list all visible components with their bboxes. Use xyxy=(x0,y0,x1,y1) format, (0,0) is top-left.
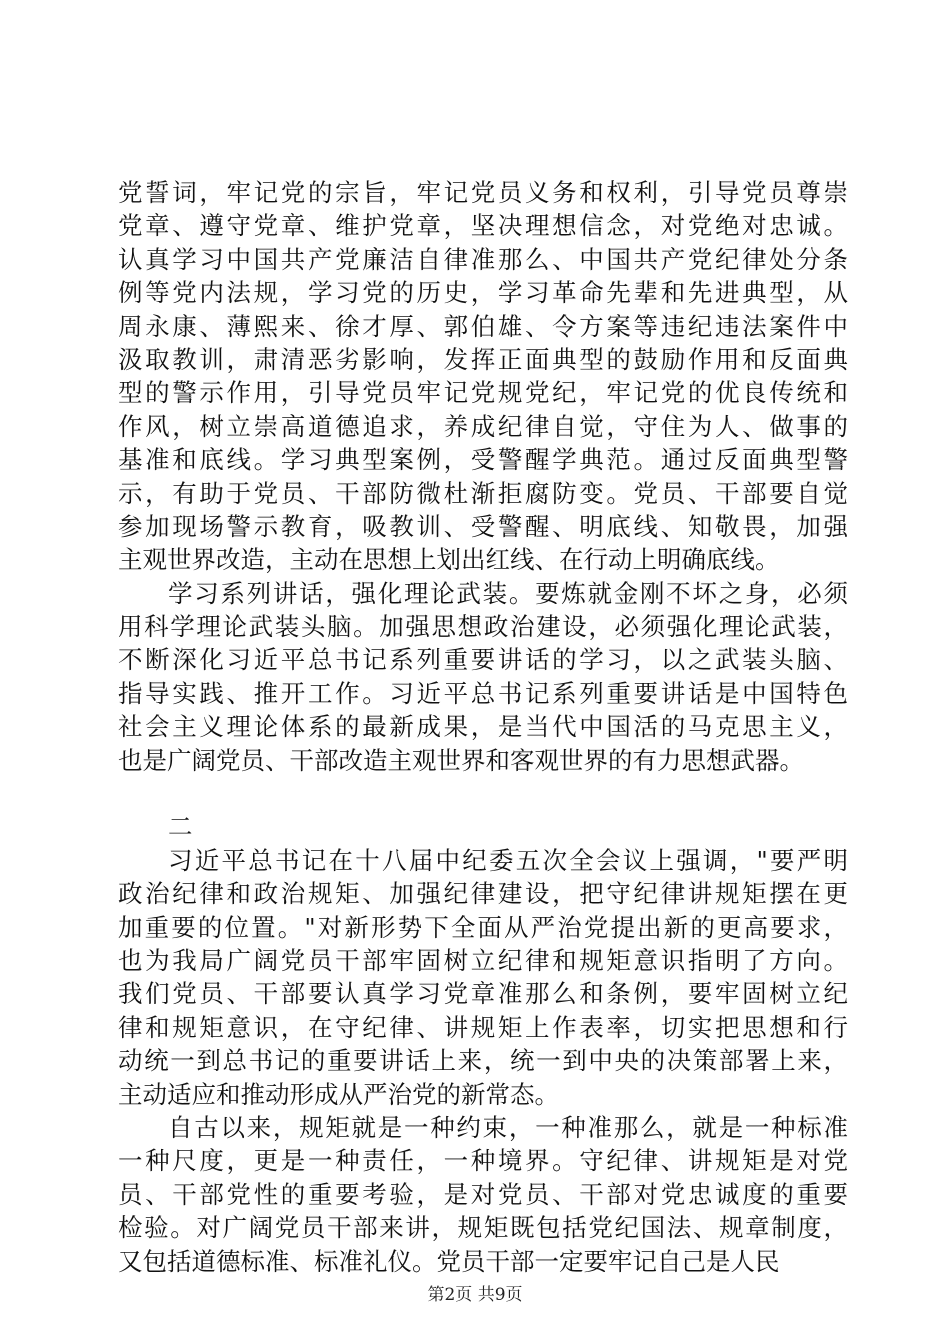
text-line: 也是广阔党员、干部改造主观世界和客观世界的有力思想武器。 xyxy=(118,745,804,775)
text-line: 习近平总书记在十八届中纪委五次全会议上强调，"要严明 xyxy=(168,845,848,875)
text-line: 员、干部党性的重要考验，是对党员、干部对党忠诚度的重要 xyxy=(118,1179,848,1209)
text-line: 参加现场警示教育，吸教训、受警醒、明底线、知敬畏，加强 xyxy=(118,511,848,541)
text-line: 加重要的位置。"对新形势下全面从严治党提出新的更高要求， xyxy=(118,912,848,942)
text-line: 汲取教训，肃清恶劣影响，发挥正面典型的鼓励作用和反面典 xyxy=(118,344,848,374)
text-line: 政治纪律和政治规矩、加强纪律建设，把守纪律讲规矩摆在更 xyxy=(118,879,848,909)
text-line: 又包括道德标准、标准礼仪。党员干部一定要牢记自己是人民 xyxy=(118,1246,780,1276)
text-line: 主观世界改造，主动在思想上划出红线、在行动上明确底线。 xyxy=(118,545,780,575)
paragraph xyxy=(118,1111,848,1278)
text-line: 作风，树立崇高道德追求，养成纪律自觉，守住为人、做事的 xyxy=(118,411,848,441)
text-line: 党章、遵守党章、维护党章，坚决理想信念，对党绝对忠诚。 xyxy=(118,211,848,241)
text-line: 示，有助于党员、干部防微杜渐拒腐防变。党员、干部要自觉 xyxy=(118,478,848,508)
text-line: 党誓词，牢记党的宗旨，牢记党员义务和权利，引导党员尊崇 xyxy=(118,178,848,207)
text-line: 一种尺度，更是一种责任，一种境界。守纪律、讲规矩是对党 xyxy=(118,1146,848,1176)
text-line: 认真学习中国共产党廉洁自律准那么、中国共产党纪律处分条 xyxy=(118,244,848,274)
text-line: 型的警示作用，引导党员牢记党规党纪，牢记党的优良传统和 xyxy=(118,378,848,408)
text-line: 也为我局广阔党员干部牢固树立纪律和规矩意识指明了方向。 xyxy=(118,945,848,975)
text-line: 自古以来，规矩就是一种约束，一种准那么，就是一种标准 xyxy=(168,1112,848,1142)
text-line: 动统一到总书记的重要讲话上来，统一到中央的决策部署上来， xyxy=(118,1046,848,1076)
document-body xyxy=(118,176,848,1278)
text-line: 用科学理论武装头脑。加强思想政治建设，必须强化理论武装， xyxy=(118,612,848,642)
text-line: 不断深化习近平总书记系列重要讲话的学习，以之武装头脑、 xyxy=(118,645,848,675)
paragraph xyxy=(118,810,848,843)
text-line: 我们党员、干部要认真学习党章准那么和条例，要牢固树立纪 xyxy=(118,979,848,1009)
text-line: 周永康、薄熙来、徐才厚、郭伯雄、令方案等违纪违法案件中 xyxy=(118,311,848,341)
paragraph xyxy=(118,844,848,1111)
paragraph xyxy=(118,577,848,777)
paragraph xyxy=(118,176,848,577)
text-line: 学习系列讲话，强化理论武装。要炼就金刚不坏之身，必须 xyxy=(168,578,848,608)
page-footer: 第2页 共9页 xyxy=(427,1285,523,1305)
paragraph-gap xyxy=(118,777,848,810)
text-line: 主动适应和推动形成从严治党的新常态。 xyxy=(118,1079,559,1109)
text-line: 基准和底线。学习典型案例，受警醒学典范。通过反面典型警 xyxy=(118,445,848,475)
text-line: 检验。对广阔党员干部来讲，规矩既包括党纪国法、规章制度， xyxy=(118,1213,848,1243)
text-line: 律和规矩意识，在守纪律、讲规矩上作表率，切实把思想和行 xyxy=(118,1012,848,1042)
text-line: 指导实践、推开工作。习近平总书记系列重要讲话是中国特色 xyxy=(118,678,848,708)
text-line: 二 xyxy=(168,812,193,842)
text-line: 例等党内法规，学习党的历史，学习革命先辈和先进典型，从 xyxy=(118,278,848,308)
text-line: 社会主义理论体系的最新成果，是当代中国活的马克思主义， xyxy=(118,712,848,742)
